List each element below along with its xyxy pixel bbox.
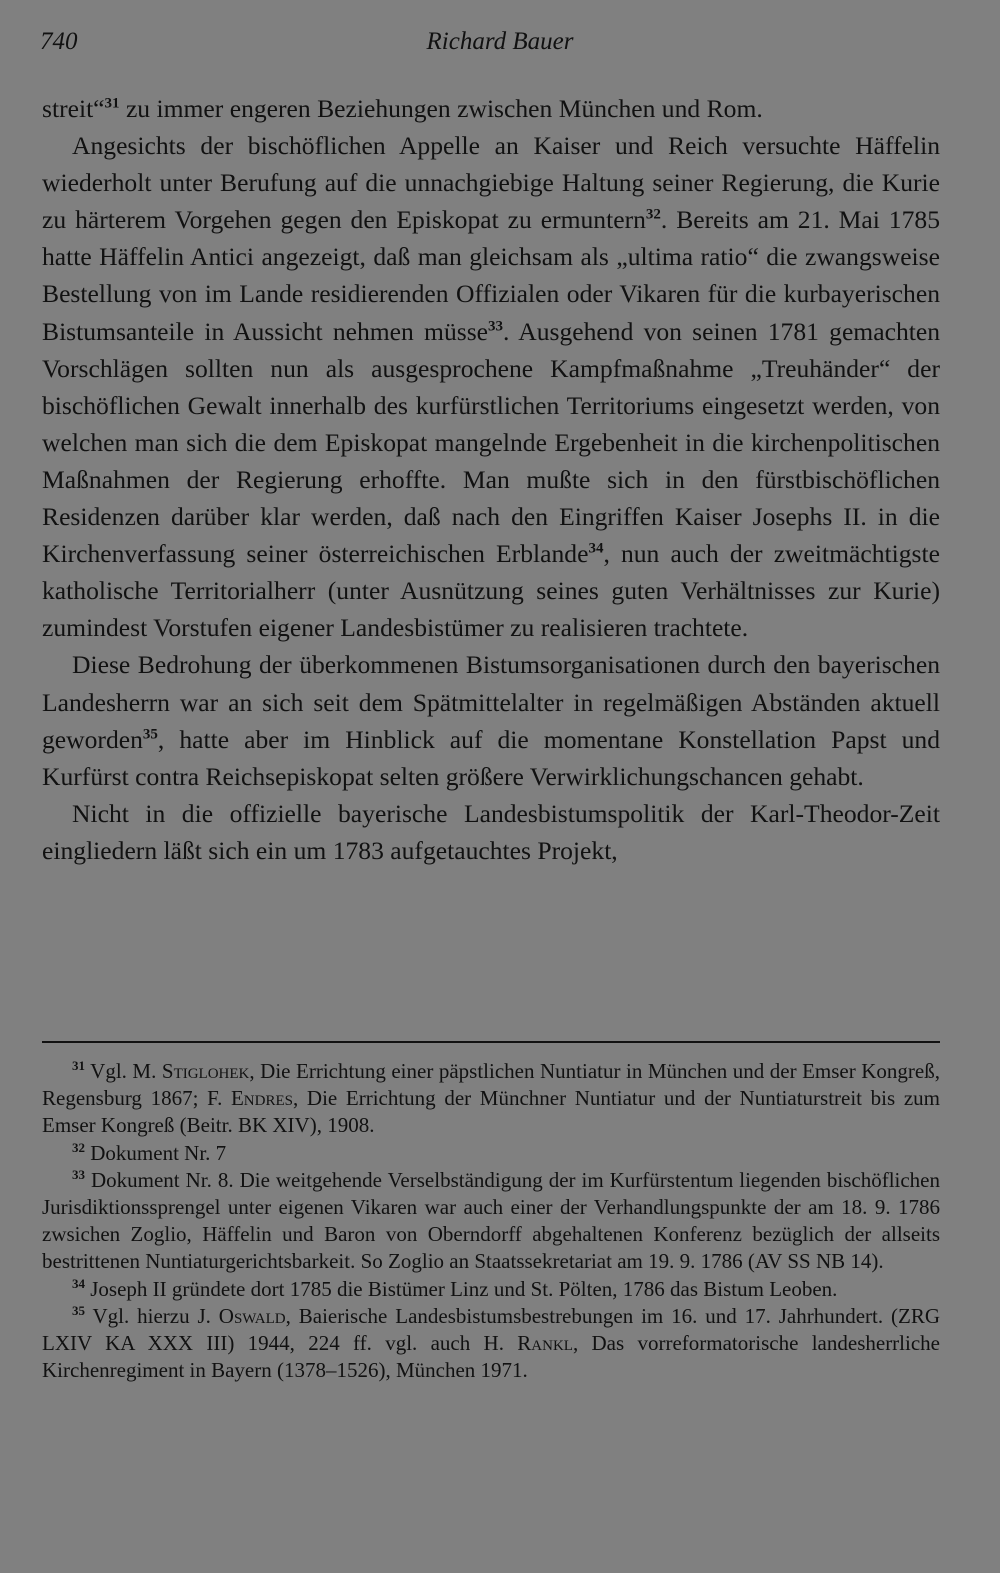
- author-name: Oswald: [218, 1303, 286, 1328]
- footnote-32: [42, 1140, 940, 1167]
- text-run: , Die Errichtung einer päpstlichen Nuntiatur in München und der Emser Kongreß, Regensburg 1867; F.: [42, 1059, 940, 1111]
- text-run: . Bereits am 21. Mai 1785 hatte Häffelin Antici angezeigt, daß man gleichsam als „ultima ratio“ die zwangsweise Bestellung von im Lande residierenden Offizialen oder Vikaren für die kurbayerischen Bistumsanteile in Aussicht nehmen müsse: [42, 205, 940, 346]
- text-run: Dokument Nr. 7: [90, 1140, 227, 1165]
- text-run: zu immer engeren Beziehungen zwischen München und Rom.: [119, 94, 763, 123]
- footnote-mark: 35: [72, 1302, 85, 1318]
- footnote-31: [42, 1058, 940, 1140]
- text-run: , Das vorreformatorische landesherrliche Kirchenregiment in Bayern (1378–1526), München 1971.: [42, 1331, 940, 1383]
- footnote-mark: 32: [72, 1139, 85, 1155]
- text-run: , nun auch der zweitmächtigste katholische Territorialherr (unter Ausnützung seines guten Verhältnisses zur Kurie) zumindest Vorstufen eigener Landesbistümer zu realisieren trachtete.: [42, 539, 940, 643]
- footnote-34: [42, 1276, 940, 1303]
- footnote-ref-32: 32: [645, 206, 661, 223]
- text-run: Vgl. hierzu J.: [92, 1303, 219, 1328]
- footnote-ref-35: 35: [142, 726, 158, 743]
- text-run: Joseph II gründete dort 1785 die Bistümer Linz und St. Pölten, 1786 das Bistum Leoben.: [90, 1276, 838, 1301]
- text-run: , Die Errichtung der Münchner Nuntiatur und der Nuntiaturstreit bis zum Emser Kongreß (Beitr. BK XIV), 1908.: [42, 1086, 940, 1138]
- text-run: Angesichts der bischöflichen Appelle an Kaiser und Reich versuchte Häffelin wiederholt unter Berufung auf die unnachgiebige Haltung seiner Regierung, die Kurie zu härterem Vorgehen gegen den Episkopat zu ermuntern: [42, 131, 940, 235]
- author-name: Endres: [230, 1086, 293, 1111]
- footnote-35: [42, 1303, 940, 1385]
- paragraph: Nicht in die offizielle bayerische Landesbistumspolitik der Karl-Theodor-Zeit eingliedern läßt sich ein um 1783 aufgetauchtes Projekt,: [42, 798, 940, 865]
- footnote-33: [42, 1167, 940, 1276]
- page-number: 740: [40, 28, 78, 55]
- text-run: Dokument Nr. 8. Die weitgehende Verselbständigung der im Kurfürstentum liegenden bischöflichen Jurisdiktionssprengel unter eigenen Vikaren war auch einer der Verhandlungspunkte der am 18. 9. 1786 zwsichen Zoglio, Häffelin und Baron von Oberndorff abgehaltenen Konferenz bezüglich der allseits bestrittenen Nuntiaturgerichtsbarkeit. So Zoglio an Staatssekretariat am 19. 9. 1786 (AV SS NB 14).: [42, 1167, 941, 1274]
- footnote-mark: 34: [72, 1275, 85, 1291]
- footnote-rule: [42, 1041, 940, 1043]
- author-name: Rankl: [517, 1331, 573, 1356]
- footnote-ref-31: 31: [104, 95, 120, 112]
- footnote-mark: 31: [72, 1058, 85, 1073]
- paragraph: [42, 646, 940, 794]
- author-name: Stiglohek: [161, 1059, 250, 1083]
- paragraph: [42, 90, 940, 127]
- text-run: . Ausgehend von seinen 1781 gemachten Vorschlägen sollten nun als ausgesprochene Kampfmaßnahme „Treuhänder“ der bischöflichen Gewalt innerhalb des kurfürstlichen Territoriums eingesetzt werden, von welchen man sich die dem Episkopat mangelnde Ergebenheit in die kirchenpolitischen Maßnahmen der Regierung erhoffte. Man mußte sich in den fürstbischöflichen Residenzen darüber klar werden, daß nach den Eingriffen Kaiser Josephs II. in die Kirchenverfassung seiner österreichischen Erblande: [42, 316, 941, 569]
- text-run: , Baierische Landesbistumsbestrebungen im 16. und 17. Jahrhundert. (ZRG LXIV KA XXX III) 1944, 224 ff. vgl. auch H.: [42, 1303, 940, 1356]
- paragraph: [42, 127, 940, 646]
- footnotes: [42, 1058, 940, 1384]
- footnote-ref-33: 33: [488, 318, 504, 335]
- running-head: [40, 28, 960, 64]
- text-run: Vgl. M.: [90, 1059, 162, 1083]
- footnote-ref-34: 34: [588, 540, 604, 557]
- footnote-mark: 33: [72, 1166, 85, 1182]
- text-run: , hatte aber im Hinblick auf die momentane Konstellation Papst und Kurfürst contra Reichsepiskopat selten größere Verwirklichungschancen gehabt.: [42, 724, 940, 791]
- main-text: [42, 90, 940, 869]
- text-run: streit“: [42, 94, 105, 123]
- text-run: Diese Bedrohung der überkommenen Bistumsorganisationen durch den bayerischen Landesherrn war an sich seit dem Spätmittelalter in regelmäßigen Abständen aktuell geworden: [42, 650, 940, 754]
- running-title: Richard Bauer: [426, 28, 574, 55]
